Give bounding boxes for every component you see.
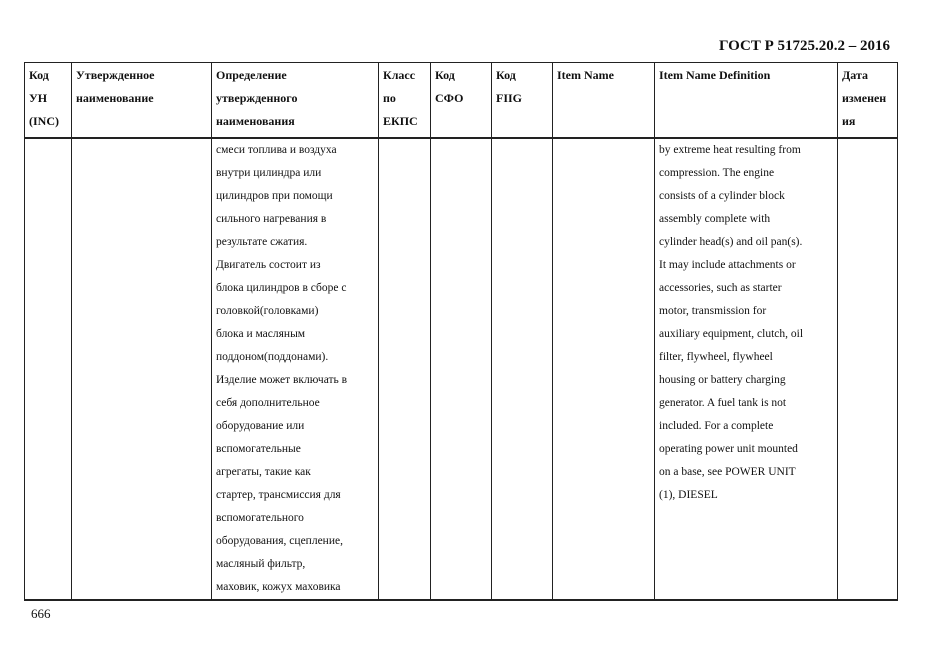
header-line: изменен <box>842 91 887 105</box>
cell-text-line: оборудование или <box>216 419 305 432</box>
catalog-table <box>24 62 898 601</box>
cell-definition <box>212 138 379 600</box>
cell-text-line: масляный фильтр, <box>216 557 306 570</box>
cell-text-line: смеси топлива и воздуха <box>216 143 337 156</box>
cell-text-line: (1), DIESEL <box>659 488 718 501</box>
header-line: Item Name Definition <box>659 68 771 82</box>
header-change-date <box>838 63 898 138</box>
cell-text-line: головкой(головками) <box>216 304 319 317</box>
table-header-row <box>25 63 898 138</box>
header-line: Утвержденное <box>76 68 155 82</box>
header-line: Код <box>29 68 49 82</box>
cell-text-line: motor, transmission for <box>659 304 767 317</box>
header-line: Код <box>435 68 455 82</box>
page-number: 666 <box>31 606 51 621</box>
cell-item-name-definition <box>655 138 838 600</box>
cell-text-line: accessories, such as starter <box>659 281 782 294</box>
cell-sfo-code <box>431 138 492 600</box>
cell-ekps-class <box>379 138 431 600</box>
cell-text-line: сильного нагревания в <box>216 212 327 225</box>
cell-text-line: consists of a cylinder block <box>659 189 785 202</box>
cell-text-line: It may include attachments or <box>659 258 796 271</box>
header-line: СФО <box>435 91 464 105</box>
cell-text-line: cylinder head(s) and oil pan(s). <box>659 235 803 248</box>
cell-text-line: on a base, see POWER UNIT <box>659 465 796 478</box>
header-item-name <box>553 63 655 138</box>
header-line: FIIG <box>496 91 523 105</box>
cell-fiig-code <box>492 138 553 600</box>
cell-text-line: блока цилиндров в сборе с <box>216 281 347 294</box>
cell-text-line: блока и масляным <box>216 327 306 340</box>
header-definition <box>212 63 379 138</box>
cell-text-line: filter, flywheel, flywheel <box>659 350 773 363</box>
cell-text-line: маховик, кожух маховика <box>216 580 341 593</box>
cell-text-line: поддоном(поддонами). <box>216 350 329 363</box>
cell-text-line: цилиндров при помощи <box>216 189 333 202</box>
cell-text-line: Двигатель состоит из <box>216 258 321 271</box>
cell-text-line: by extreme heat resulting from <box>659 143 801 156</box>
cell-text-line: вспомогательные <box>216 442 301 455</box>
cell-text-line: агрегаты, такие как <box>216 465 311 478</box>
cell-item-name <box>553 138 655 600</box>
header-sfo-code <box>431 63 492 138</box>
header-line: ЕКПС <box>383 114 418 128</box>
cell-change-date <box>838 138 898 600</box>
header-approved-name <box>72 63 212 138</box>
cell-text-line: compression. The engine <box>659 166 775 179</box>
cell-text-line: Изделие может включать в <box>216 373 348 386</box>
cell-code-un <box>25 138 72 600</box>
cell-text-line: вспомогательного <box>216 511 304 524</box>
header-line: Класс <box>383 68 416 82</box>
cell-text-line: оборудования, сцепление, <box>216 534 343 547</box>
header-line: наименование <box>76 91 154 105</box>
header-line: утвержденного <box>216 91 298 105</box>
cell-text-line: auxiliary equipment, clutch, oil <box>659 327 804 340</box>
cell-text-line: included. For a complete <box>659 419 774 432</box>
header-line: Определение <box>216 68 287 82</box>
header-code-un <box>25 63 72 138</box>
header-ekps-class <box>379 63 431 138</box>
cell-text-line: себя дополнительное <box>216 396 320 409</box>
header-line: ия <box>842 114 856 128</box>
cell-text-line: результате сжатия. <box>216 235 308 248</box>
header-line: по <box>383 91 396 105</box>
table-row <box>25 138 898 600</box>
header-line: УН <box>29 91 48 105</box>
header-line: Item Name <box>557 68 614 82</box>
cell-approved-name <box>72 138 212 600</box>
cell-text-line: generator. A fuel tank is not <box>659 396 787 409</box>
cell-text-line: operating power unit mounted <box>659 442 798 455</box>
cell-text-line: housing or battery charging <box>659 373 786 386</box>
document-standard-header: ГОСТ Р 51725.20.2 – 2016 <box>718 38 890 54</box>
header-line: Дата <box>842 68 868 82</box>
cell-text-line: стартер, трансмиссия для <box>216 488 341 501</box>
header-line: (INC) <box>29 114 59 128</box>
header-line: наименования <box>216 114 295 128</box>
header-fiig-code <box>492 63 553 138</box>
header-item-name-definition <box>655 63 838 138</box>
cell-text-line: assembly complete with <box>659 212 771 225</box>
cell-text-line: внутри цилиндра или <box>216 166 322 179</box>
header-line: Код <box>496 68 516 82</box>
